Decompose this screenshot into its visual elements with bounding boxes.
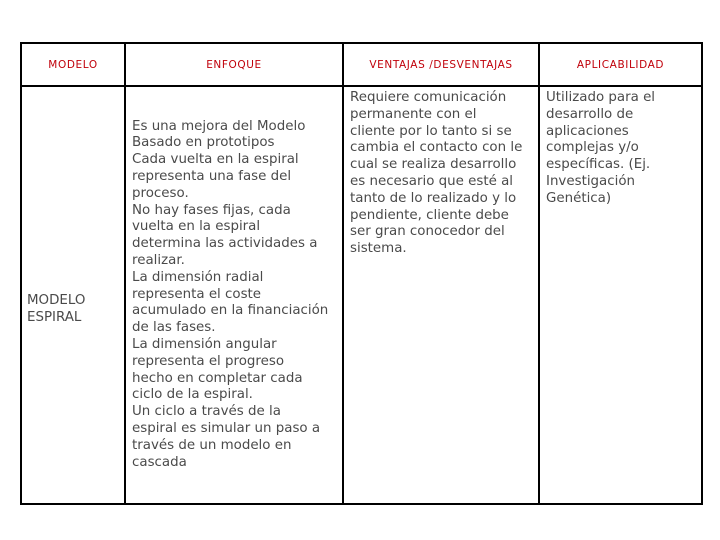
cell-modelo bbox=[21, 86, 125, 504]
text-line: Es una mejora del Modelo bbox=[132, 118, 306, 134]
text-line: desarrollo de bbox=[546, 106, 634, 122]
text-line: complejas y/o bbox=[546, 140, 639, 156]
enfoque-text bbox=[132, 119, 338, 472]
text-line: cliente por lo tanto si se bbox=[350, 123, 512, 139]
text-line: proceso. bbox=[132, 185, 189, 201]
text-line: través de un modelo en bbox=[132, 437, 292, 453]
text-line: representa el coste bbox=[132, 286, 262, 302]
text-line: MODELO bbox=[27, 293, 86, 309]
text-line: tanto de lo realizado y lo bbox=[350, 190, 517, 206]
header-enfoque: ENFOQUE bbox=[125, 43, 343, 86]
modelo-text bbox=[27, 293, 124, 327]
text-line: realizar. bbox=[132, 253, 185, 268]
text-line: La dimensión angular bbox=[132, 336, 277, 352]
ventajas-text bbox=[350, 90, 534, 258]
header-aplicabilidad: APLICABILIDAD bbox=[539, 43, 702, 86]
text-line: hecho en completar cada bbox=[132, 370, 303, 386]
text-line: cual se realiza desarrollo bbox=[350, 157, 517, 173]
comparison-table bbox=[20, 42, 703, 505]
text-line: cascada bbox=[132, 454, 187, 470]
text-line: permanente con el bbox=[350, 106, 477, 122]
text-line: La dimensión radial bbox=[132, 269, 264, 285]
text-line: representa el progreso bbox=[132, 353, 285, 369]
header-modelo: MODELO bbox=[21, 43, 125, 86]
text-line: aplicaciones bbox=[546, 123, 629, 139]
text-line: espiral es simular un paso a bbox=[132, 420, 321, 436]
text-line: determina las actividades a bbox=[132, 236, 318, 252]
aplicabilidad-text bbox=[546, 90, 697, 208]
text-line: cambia el contacto con le bbox=[350, 140, 523, 156]
header-row bbox=[21, 43, 702, 86]
text-line: ser gran conocedor del bbox=[350, 224, 505, 240]
text-line: de las fases. bbox=[132, 320, 216, 336]
text-line: Cada vuelta en la espiral bbox=[132, 152, 299, 168]
text-line: sistema. bbox=[350, 241, 407, 257]
header-ventajas-desventajas: VENTAJAS /DESVENTAJAS bbox=[343, 43, 539, 86]
text-line: ciclo de la espiral. bbox=[132, 387, 253, 403]
text-line: pendiente, cliente debe bbox=[350, 207, 509, 223]
text-line: es necesario que esté al bbox=[350, 173, 514, 189]
text-line: Requiere comunicación bbox=[350, 90, 507, 105]
text-line: Utilizado para el bbox=[546, 90, 656, 105]
data-row bbox=[21, 86, 702, 504]
text-line: ESPIRAL bbox=[27, 310, 82, 325]
text-line: Investigación bbox=[546, 173, 636, 189]
cell-aplicabilidad bbox=[539, 86, 702, 504]
text-line: Genética) bbox=[546, 190, 612, 206]
text-line: No hay fases fijas, cada bbox=[132, 202, 291, 218]
cell-ventajas-desventajas bbox=[343, 86, 539, 504]
text-line: vuelta en la espiral bbox=[132, 219, 261, 235]
text-line: Basado en prototipos bbox=[132, 135, 275, 151]
text-line: representa una fase del bbox=[132, 169, 292, 185]
text-line: específicas. (Ej. bbox=[546, 157, 651, 173]
cell-enfoque bbox=[125, 86, 343, 504]
text-line: Un ciclo a través de la bbox=[132, 404, 281, 420]
text-line: acumulado en la financiación bbox=[132, 303, 329, 319]
